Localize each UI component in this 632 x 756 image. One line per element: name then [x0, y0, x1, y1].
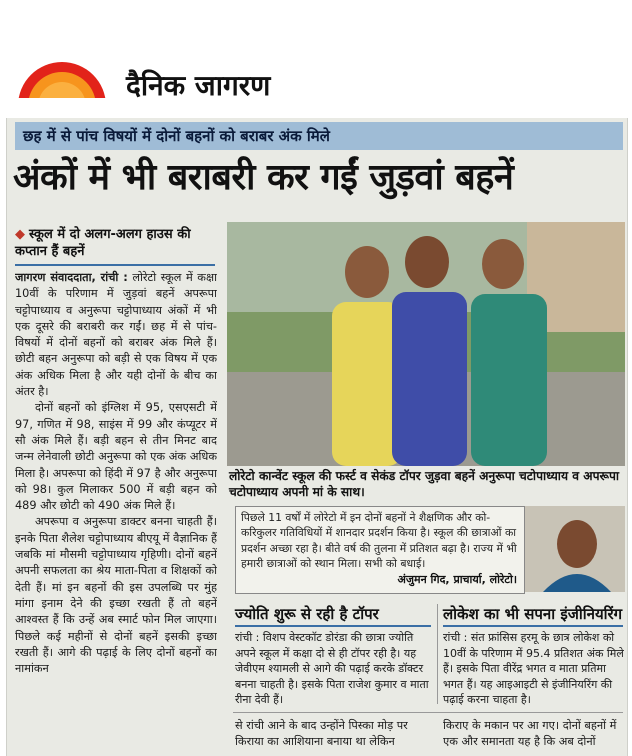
section-divider [233, 712, 623, 713]
twin-sisters-photo [227, 222, 625, 466]
lokesh-box-text: रांची : संत फ्रांसिस हरमू के छात्र लोकेश को 10वीं के परिणाम में 95.4 प्रतिशत अंक मिले हैं। इसके पिता वीरेंद्र भगत व माता प्रतिमा भगत हैं। यह आइआइटी से इंजीनियरिंग की पढ़ाई करना चाहता है। [443, 631, 624, 707]
article-body [15, 270, 217, 756]
dainik-jagran-sun-logo [14, 58, 110, 106]
continuation-text-mid: से रांची आने के बाद उन्होंने पिस्का मोड़ पर किराया का आशियाना बनाया था लेकिन [235, 719, 408, 748]
masthead-title: दैनिक जागरण [126, 69, 271, 102]
jyoti-title-rule [235, 625, 431, 627]
article-subhead [15, 226, 215, 260]
jyoti-box-title: ज्योति शुरू से रही है टॉपर [235, 605, 379, 623]
continuation-text-right: किराए के मकान पर आ गए। दोनों बहनों में एक और समानता यह है कि अब दोनों [443, 719, 617, 748]
jyoti-box-text: रांची : विशप वेस्टकॉट डोरंडा की छात्रा ज्योति अपने स्कूल में कक्षा दो से ही टॉपर रही है। यह जेवीएम श्यामली से आगे की पढ़ाई करके डॉक्टर बनना चाहती है। इसके पिता राजेश कुमार व माता रीना देवी हैं। [235, 631, 429, 707]
article-headline: अंकों में भी बराबरी कर गईं जुड़वां बहनें [13, 157, 514, 198]
diamond-bullet-icon: ◆ [15, 227, 25, 242]
lokesh-box-title: लोकेश का भी सपना इंजीनियरिंग [443, 605, 623, 623]
paragraph-2: दोनों बहनों को इंग्लिश में 95, एसएसटी में 97, गणित में 98, साइंस में 99 और कंप्यूटर में सौ अंक मिले हैं। बड़ी बहन से तीन मिनट बाद जन्म लेनेवाली छोटी अनुरूपा को एक अंक अधिक मिला है। अपरूपा को हिंदी में 97 है और अनुरूपा को 98। कुल मिलाकर 500 में बड़ी बहन को 489 और छोटी को 490 अंक मिले हैं। [15, 401, 217, 513]
column-divider [437, 604, 438, 704]
article-kicker: छह में से पांच विषयों में दोनों बहनों को बराबर अंक मिले [15, 122, 623, 150]
quote-attribution: अंजुमन गिद, प्राचार्या, लोरेटो। [397, 573, 517, 586]
paragraph-1: लोरेटो स्कूल में कक्षा 10वीं के परिणाम में जुड़वां बहनें अपरूपा चट्टोपाध्याय व अनुरूपा चट्टोपाध्याय अंकों में भी एक दूसरे की बराबरी कर गईं। छह में से पांच-विषयों में दोनों बहनों को बराबर अंक मिले हैं। छोटी बहन अनुरूपा को बड़ी से एक विषय में एक अंक अधिक मिला है और यही दोनों के बीच का अंतर है। [15, 271, 217, 399]
subhead-rule [15, 264, 215, 266]
lokesh-title-rule [443, 625, 623, 627]
byline: जागरण संवाददाता, रांची : [15, 271, 128, 284]
principal-quote: पिछले 11 वर्षों में लोरेटो में इन दोनों बहनों ने शैक्षणिक और को-करिकुलर गतिविधियों में शानदार प्रदर्शन किया है। स्कूल की छात्राओं का प्रदर्शन अच्छा रहा है। बीते वर्ष की तुलना में प्रतिशत बढ़ा है। राज्य में भी हमारी छात्राओं को स्थान मिला। सभी को बधाई। [241, 511, 517, 571]
principal-photo [525, 506, 625, 592]
newspaper-clipping [6, 118, 628, 756]
paragraph-3: अपरूपा व अनुरूपा डाक्टर बनना चाहती हैं। इनके पिता शैलेश चट्टोपाध्याय बीएयू में वैज्ञानिक हैं जबकि मां मौसमी चट्टोपाध्याय गृहिणी। दोनों बहनें अपनी सफलता का श्रेय माता-पिता व शिक्षकों को देती हैं। मां इन बहनों की इस उपलब्धि पर मुंह मांगा इनाम देने की इच्छा रखती हैं तो बहनें आश्वस्त हैं कि उन्हें अब स्मार्ट फोन मिल जाएगा। पिछले कई महीनों से दोनों बहनें इसकी इच्छा रखती हैं। आगे की पढ़ाई के लिए दोनों बहनों का नामांकन [15, 515, 217, 676]
subhead-text: स्कूल में दो अलग-अलग हाउस की कप्तान हैं बहनें [15, 227, 191, 259]
photo-caption: लोरेटो कान्वेंट स्कूल की फर्स्ट व सेकंड टॉपर जुड़वा बहनें अनुरूपा चटोपाध्याय व अपरूपा चटोपाध्याय अपनी मां के साथ। [229, 469, 620, 499]
